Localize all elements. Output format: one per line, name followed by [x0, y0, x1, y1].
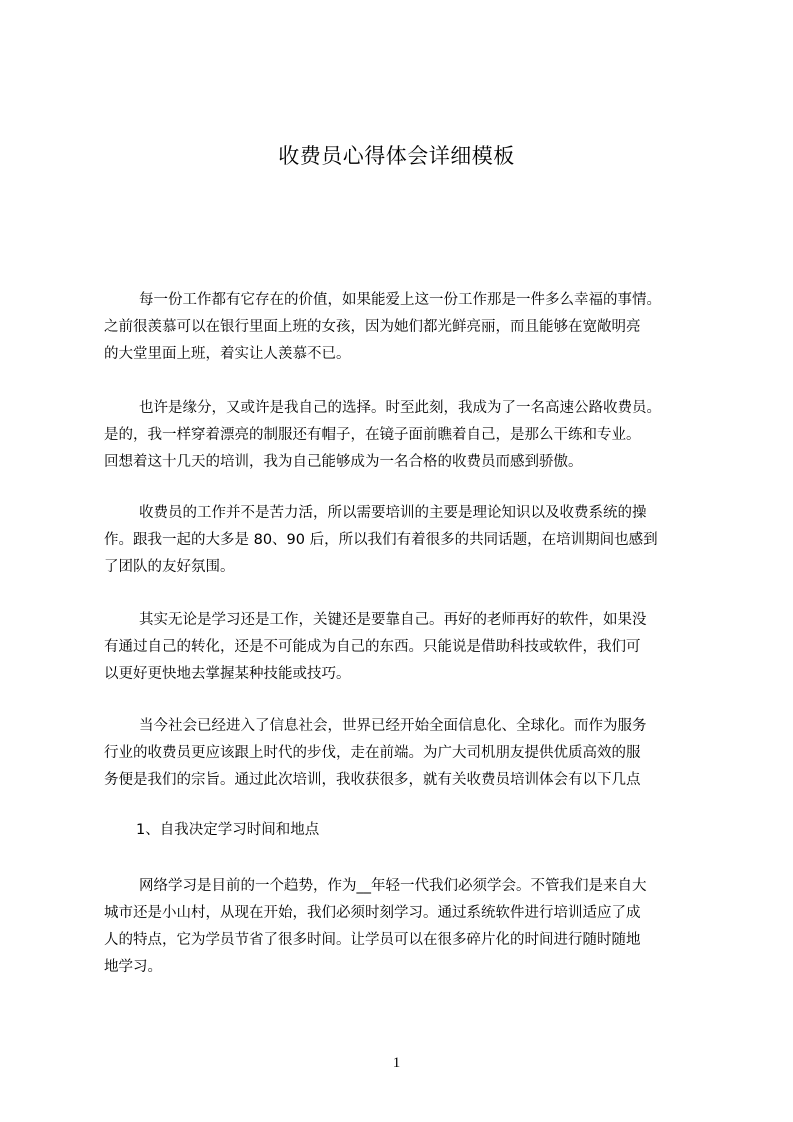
paragraph-line: 城市还是小山村，从现在开始，我们必须时刻学习。通过系统软件进行培训适应了成: [104, 905, 641, 921]
document-title: 收费员心得体会详细模板: [278, 144, 515, 168]
paragraph-line: 以更好更快地去掌握某种技能或技巧。: [104, 666, 351, 682]
paragraph-5: [104, 713, 700, 794]
paragraph-line: 其实无论是学习还是工作，关键还是要靠自己。再好的老师再好的软件，如果没: [139, 612, 647, 628]
paragraph-line: 之前很羡慕可以在银行里面上班的女孩，因为她们都光鲜亮丽，而且能够在宽敞明亮: [104, 319, 641, 335]
paragraph-4: [104, 607, 700, 688]
paragraph-6: [104, 873, 700, 981]
list-item-heading: 1、自我决定学习时间和地点: [136, 822, 320, 838]
paragraph-line: 当今社会已经进入了信息社会，世界已经开始全面信息化、全球化。而作为服务: [139, 718, 647, 734]
paragraph-2: [104, 395, 700, 476]
paragraph-line: 务便是我们的宗旨。通过此次培训，我收获很多，就有关收费员培训体会有以下几点: [104, 772, 641, 788]
paragraph-line: 的大堂里面上班，着实让人羡慕不已。: [104, 346, 351, 362]
paragraph-line: 也许是缘分，又或许是我自己的选择。时至此刻，我成为了一名高速公路收费员。: [139, 400, 661, 416]
page-number: 1: [392, 1055, 401, 1071]
paragraph-line: 作。跟我一起的大多是 80、90 后，所以我们有着很多的共同话题，在培训期间也感到: [104, 532, 658, 548]
paragraph-line: 网络学习是目前的一个趋势，作为__年轻一代我们必须学会。不管我们是来自大: [139, 878, 647, 894]
paragraph-line: 回想着这十几天的培训，我为自己能够成为一名合格的收费员而感到骄傲。: [104, 454, 583, 470]
paragraph-line: 每一份工作都有它存在的价值，如果能爱上这一份工作那是一件多么幸福的事情。: [139, 292, 661, 308]
paragraph-line: 有通过自己的转化，还是不可能成为自己的东西。只能说是借助科技或软件，我们可: [104, 639, 641, 655]
paragraph-line: 收费员的工作并不是苦力活，所以需要培训的主要是理论知识以及收费系统的操: [139, 505, 647, 521]
paragraph-line: 是的，我一样穿着漂亮的制服还有帽子，在镜子面前瞧着自己，是那么干练和专业。: [104, 427, 641, 443]
paragraph-line: 人的特点，它为学员节省了很多时间。让学员可以在很多碎片化的时间进行随时随地: [104, 932, 641, 948]
paragraph-line: 地学习。: [104, 959, 162, 975]
paragraph-line: 了团队的友好氛围。: [104, 559, 235, 575]
paragraph-line: 行业的收费员更应该跟上时代的步伐，走在前端。为广大司机朋友提供优质高效的服: [104, 745, 641, 761]
paragraph-1: [104, 287, 700, 368]
paragraph-3: [104, 500, 700, 581]
